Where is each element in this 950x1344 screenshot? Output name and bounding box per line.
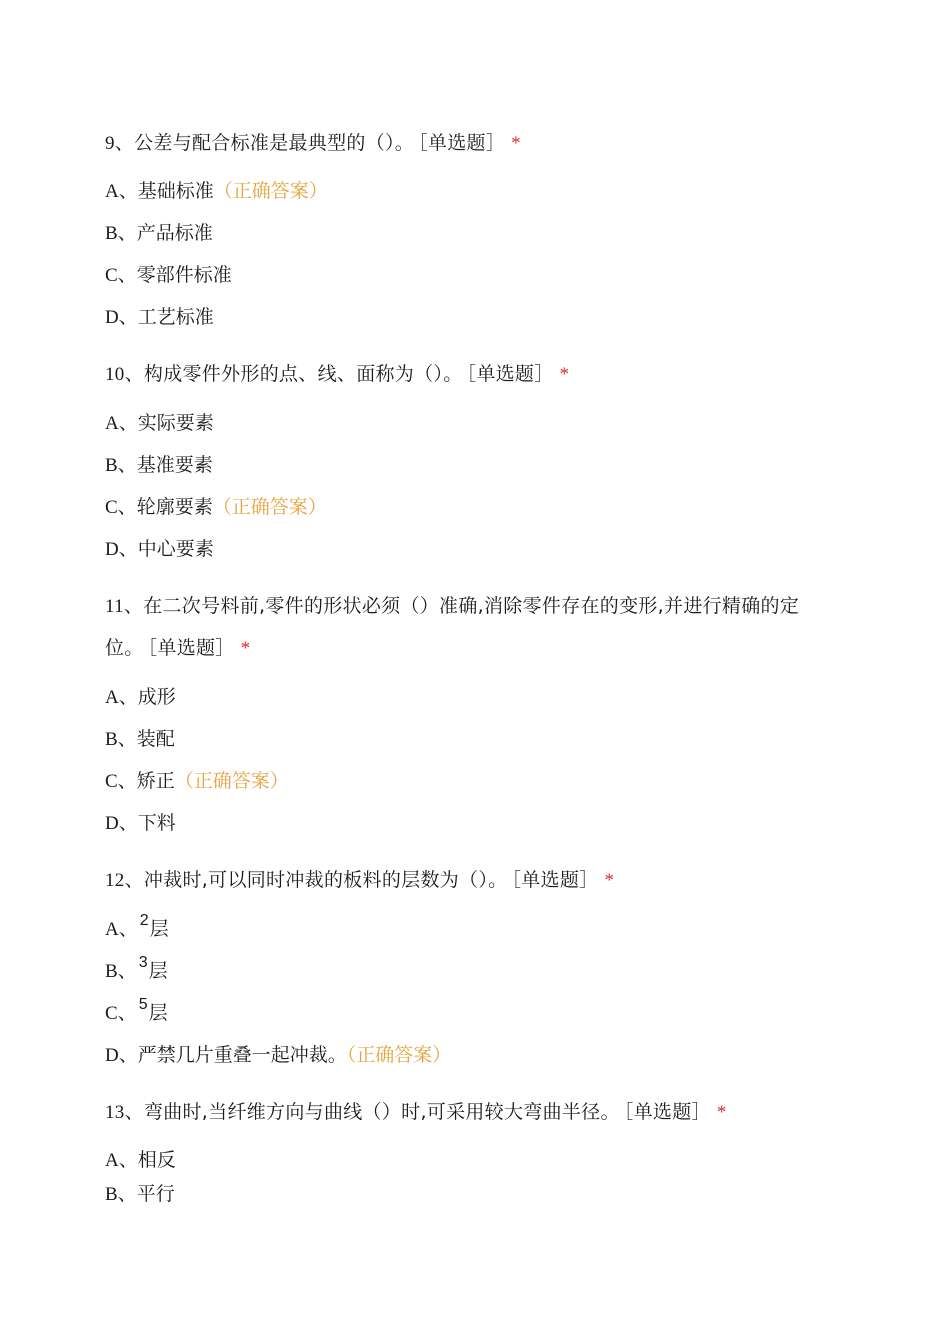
option-b[interactable] bbox=[105, 954, 168, 985]
question-12 bbox=[105, 868, 614, 893]
option-d[interactable] bbox=[105, 537, 214, 562]
option-a[interactable] bbox=[105, 912, 169, 943]
required-star: * bbox=[716, 1102, 727, 1123]
option-letter: C、 bbox=[105, 265, 137, 286]
option-a[interactable] bbox=[105, 1148, 176, 1173]
question-number: 9、 bbox=[105, 133, 135, 154]
question-text: 弯曲时,当纤维方向与曲线（）时,可采用较大弯曲半径。 bbox=[143, 1101, 620, 1123]
option-letter: D、 bbox=[105, 1045, 138, 1066]
option-c[interactable] bbox=[105, 996, 168, 1027]
question-text: 冲裁时,可以同时冲裁的板料的层数为（）。 bbox=[143, 869, 508, 891]
question-11-continued bbox=[105, 636, 250, 661]
option-letter: A、 bbox=[105, 919, 138, 940]
option-d[interactable] bbox=[105, 811, 176, 836]
option-letter: B、 bbox=[105, 223, 137, 244]
option-letter: D、 bbox=[105, 539, 138, 560]
option-letter: B、 bbox=[105, 961, 137, 982]
question-type-tag: ［单选题］ bbox=[466, 363, 554, 385]
question-number: 11、 bbox=[105, 596, 144, 617]
question-9 bbox=[105, 131, 521, 156]
option-a[interactable] bbox=[105, 411, 214, 436]
option-text: 产品标准 bbox=[136, 222, 213, 244]
option-text: 成形 bbox=[137, 686, 176, 708]
option-c[interactable] bbox=[105, 769, 289, 794]
required-star: * bbox=[604, 870, 615, 891]
option-c[interactable] bbox=[105, 263, 232, 288]
question-number: 13、 bbox=[105, 1102, 144, 1123]
option-text: 矫正 bbox=[136, 770, 175, 792]
option-letter: D、 bbox=[105, 307, 138, 328]
option-b[interactable] bbox=[105, 1182, 175, 1207]
option-c[interactable] bbox=[105, 495, 327, 520]
correct-answer-label: （正确答案） bbox=[212, 496, 327, 518]
option-letter: B、 bbox=[105, 729, 137, 750]
option-text: 下料 bbox=[137, 812, 176, 834]
question-13 bbox=[105, 1100, 727, 1125]
option-text: 层 bbox=[149, 918, 169, 940]
option-text: 层 bbox=[148, 1002, 168, 1024]
option-letter: C、 bbox=[105, 1003, 137, 1024]
option-text: 实际要素 bbox=[137, 412, 214, 434]
option-letter: B、 bbox=[105, 1184, 137, 1205]
option-text: 工艺标准 bbox=[137, 306, 214, 328]
option-number: 5 bbox=[138, 996, 148, 1013]
correct-answer-label: （正确答案） bbox=[174, 770, 289, 792]
correct-answer-label: （正确答案） bbox=[213, 180, 328, 202]
question-text: 构成零件外形的点、线、面称为（）。 bbox=[143, 363, 463, 385]
question-10 bbox=[105, 362, 569, 387]
option-b[interactable] bbox=[105, 453, 213, 478]
option-b[interactable] bbox=[105, 221, 213, 246]
question-text: 位。 bbox=[105, 637, 144, 659]
option-text: 基础标准 bbox=[137, 180, 214, 202]
question-11 bbox=[105, 594, 799, 619]
option-text: 中心要素 bbox=[137, 538, 214, 560]
question-type-tag: ［单选题］ bbox=[511, 869, 599, 891]
option-letter: A、 bbox=[105, 1150, 138, 1171]
option-letter: C、 bbox=[105, 497, 137, 518]
question-number: 10、 bbox=[105, 364, 144, 385]
required-star: * bbox=[240, 638, 251, 659]
option-d[interactable] bbox=[105, 305, 214, 330]
option-text: 严禁几片重叠一起冲裁。 bbox=[137, 1044, 347, 1066]
question-type-tag: ［单选题］ bbox=[418, 132, 506, 154]
option-a[interactable] bbox=[105, 685, 176, 710]
question-number: 12、 bbox=[105, 870, 144, 891]
option-text: 轮廓要素 bbox=[136, 496, 213, 518]
option-text: 平行 bbox=[136, 1183, 175, 1205]
option-text: 装配 bbox=[136, 728, 175, 750]
required-star: * bbox=[559, 364, 570, 385]
option-text: 相反 bbox=[137, 1149, 176, 1171]
option-text: 层 bbox=[148, 960, 168, 982]
question-text: 公差与配合标准是最典型的（）。 bbox=[134, 132, 415, 154]
option-number: 2 bbox=[139, 912, 149, 929]
correct-answer-label: （正确答案） bbox=[346, 1044, 452, 1066]
question-type-tag: ［单选题］ bbox=[623, 1101, 711, 1123]
question-type-tag: ［单选题］ bbox=[147, 637, 235, 659]
option-text: 零部件标准 bbox=[136, 264, 232, 286]
option-letter: A、 bbox=[105, 413, 138, 434]
option-b[interactable] bbox=[105, 727, 175, 752]
required-star: * bbox=[511, 133, 521, 154]
option-number: 3 bbox=[138, 954, 148, 971]
option-letter: D、 bbox=[105, 813, 138, 834]
option-text: 基准要素 bbox=[136, 454, 213, 476]
option-letter: A、 bbox=[105, 181, 138, 202]
question-text: 在二次号料前,零件的形状必须（）准确,消除零件存在的变形,并进行精确的定 bbox=[143, 595, 800, 617]
option-d[interactable] bbox=[105, 1043, 451, 1068]
option-letter: C、 bbox=[105, 771, 137, 792]
option-letter: B、 bbox=[105, 455, 137, 476]
option-letter: A、 bbox=[105, 687, 138, 708]
option-a[interactable] bbox=[105, 179, 328, 204]
